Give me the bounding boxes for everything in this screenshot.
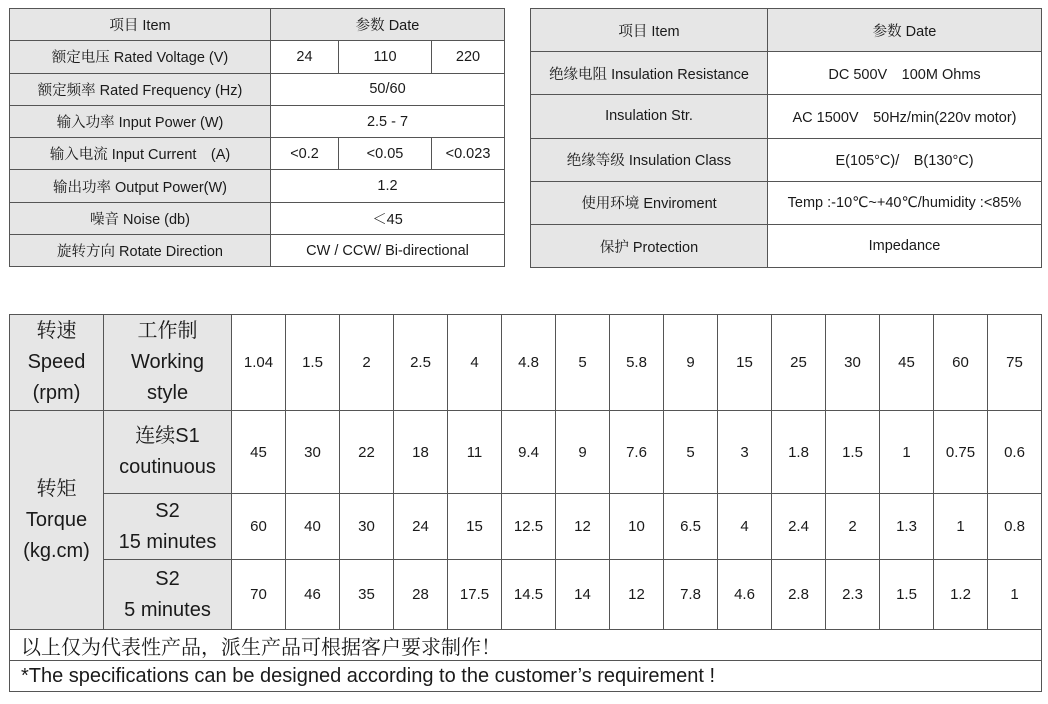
table-cell: 1: [934, 494, 988, 560]
torque-header: [10, 411, 104, 630]
table-cell: 4: [718, 494, 772, 560]
table-cell: 0.75: [934, 411, 988, 494]
style-label-en2: style: [146, 382, 189, 404]
row-label: 额定频率 Rated Frequency (Hz): [10, 73, 271, 105]
table-cell: 0.6: [988, 411, 1042, 494]
table-cell: 6.5: [664, 494, 718, 560]
duty-label: [104, 411, 232, 494]
value-header: 参数 Date: [768, 9, 1042, 52]
table-cell: 40: [286, 494, 340, 560]
table-cell: 30: [286, 411, 340, 494]
table-cell: 50/60: [271, 73, 505, 105]
table-cell: 2.5 - 7: [271, 105, 505, 137]
note-cn: 以上仅为代表性产品，派生产品可根据客户要求制作！: [10, 630, 1042, 661]
table-row: [10, 494, 1042, 560]
table-row: [10, 73, 505, 105]
table-cell: 11: [448, 411, 502, 494]
table-cell: <0.2: [271, 138, 339, 170]
table-cell: 9.4: [502, 411, 556, 494]
table-cell: 45: [880, 315, 934, 411]
table-cell: 1: [988, 560, 1042, 630]
table-cell: 4.8: [502, 315, 556, 411]
table-cell: ＜45: [271, 202, 505, 234]
table-cell: 25: [772, 315, 826, 411]
table-cell: 2: [340, 315, 394, 411]
row-label: 额定电压 Rated Voltage (V): [10, 41, 271, 73]
value-header: 参数 Date: [271, 9, 505, 41]
table-row: [531, 52, 1042, 95]
speed-label-unit: (rpm): [32, 382, 81, 404]
table-cell: 30: [826, 315, 880, 411]
table-row: [10, 661, 1042, 692]
table-row: [531, 95, 1042, 138]
table-cell: DC 500V 100M Ohms: [768, 52, 1042, 95]
table-cell: 18: [394, 411, 448, 494]
style-label-en: Working: [131, 351, 204, 373]
table-cell: 1.3: [880, 494, 934, 560]
table-cell: 5: [556, 315, 610, 411]
table-row: [531, 9, 1042, 52]
table-cell: 2: [826, 494, 880, 560]
table-cell: 12: [556, 494, 610, 560]
item-header: 项目 Item: [10, 9, 271, 41]
table-cell: 15: [448, 494, 502, 560]
table-cell: 75: [988, 315, 1042, 411]
table-cell: 24: [271, 41, 339, 73]
table-cell: 1.5: [826, 411, 880, 494]
table-row: [10, 41, 505, 73]
table-cell: 28: [394, 560, 448, 630]
torque-label-cn: 转矩: [36, 477, 77, 500]
table-row: [10, 9, 505, 41]
table-row: [10, 105, 505, 137]
table-row: [531, 224, 1042, 267]
table-cell: 24: [394, 494, 448, 560]
table-cell: 2.8: [772, 560, 826, 630]
table-cell: 46: [286, 560, 340, 630]
table-cell: 1.5: [286, 315, 340, 411]
table-cell: 2.3: [826, 560, 880, 630]
table-row: [10, 560, 1042, 630]
table-cell: E(105°C)/ B(130°C): [768, 138, 1042, 181]
table-cell: 14: [556, 560, 610, 630]
table-row: [10, 315, 1042, 411]
table-cell: 1.2: [934, 560, 988, 630]
row-label: 绝缘电阻 Insulation Resistance: [531, 52, 768, 95]
table-cell: 7.6: [610, 411, 664, 494]
duty-label-line2: 15 minutes: [118, 530, 217, 553]
duty-label: [104, 494, 232, 560]
duty-label-line2: 5 minutes: [124, 598, 211, 621]
table-cell: 1.04: [232, 315, 286, 411]
table-cell: 14.5: [502, 560, 556, 630]
table-cell: 45: [232, 411, 286, 494]
table-row: [10, 630, 1042, 661]
table-row: [10, 235, 505, 267]
table-row: [10, 170, 505, 202]
table-cell: 2.5: [394, 315, 448, 411]
speed-torque-table: [9, 314, 1042, 692]
table-row: [531, 138, 1042, 181]
speed-label-cn: 转速: [36, 320, 77, 342]
duty-label-line2: coutinuous: [119, 456, 216, 478]
table-cell: 2.4: [772, 494, 826, 560]
table-cell: CW / CCW/ Bi-directional: [271, 235, 505, 267]
row-label: 使用环境 Enviroment: [531, 181, 768, 224]
table-row: [10, 202, 505, 234]
table-cell: 4.6: [718, 560, 772, 630]
table-cell: 1.8: [772, 411, 826, 494]
table-cell: 5: [664, 411, 718, 494]
table-row: [10, 411, 1042, 494]
table-cell: 35: [340, 560, 394, 630]
table-cell: 7.8: [664, 560, 718, 630]
spec-table-right: [530, 8, 1042, 268]
spec-table-left: [9, 8, 505, 267]
table-cell: 9: [664, 315, 718, 411]
table-cell: 12: [610, 560, 664, 630]
table-cell: 1.2: [271, 170, 505, 202]
torque-label-en: Torque: [25, 508, 88, 531]
table-cell: 9: [556, 411, 610, 494]
table-cell: 30: [340, 494, 394, 560]
table-cell: 17.5: [448, 560, 502, 630]
table-cell: 70: [232, 560, 286, 630]
table-cell: 220: [432, 41, 505, 73]
table-cell: 60: [232, 494, 286, 560]
table-cell: 1.5: [880, 560, 934, 630]
style-label-cn: 工作制: [137, 320, 198, 342]
table-cell: Temp :-10℃~+40℃/humidity :<85%: [768, 181, 1042, 224]
row-label: 噪音 Noise (db): [10, 202, 271, 234]
table-cell: 10: [610, 494, 664, 560]
row-label: 保护 Protection: [531, 224, 768, 267]
duty-label-line1: S2: [155, 567, 180, 590]
table-cell: 3: [718, 411, 772, 494]
table-cell: 60: [934, 315, 988, 411]
speed-label-en: Speed: [27, 351, 86, 373]
duty-label-line1: 连续S1: [135, 425, 200, 447]
table-cell: 4: [448, 315, 502, 411]
note-en: *The specifications can be designed according to the customer’s requirement !: [10, 661, 1042, 692]
row-label: 绝缘等级 Insulation Class: [531, 138, 768, 181]
torque-label-unit: (kg.cm): [23, 539, 90, 562]
table-row: [10, 138, 505, 170]
table-row: [531, 181, 1042, 224]
speed-header: [10, 315, 104, 411]
row-label: 输出功率 Output Power(W): [10, 170, 271, 202]
table-cell: 5.8: [610, 315, 664, 411]
table-cell: Impedance: [768, 224, 1042, 267]
row-label: 旋转方向 Rotate Direction: [10, 235, 271, 267]
table-cell: 1: [880, 411, 934, 494]
row-label: 输入功率 Input Power (W): [10, 105, 271, 137]
table-cell: <0.05: [339, 138, 432, 170]
table-cell: AC 1500V 50Hz/min(220v motor): [768, 95, 1042, 138]
row-label: 输入电流 Input Current (A): [10, 138, 271, 170]
table-cell: 22: [340, 411, 394, 494]
table-cell: 12.5: [502, 494, 556, 560]
working-style-header: [104, 315, 232, 411]
table-cell: 15: [718, 315, 772, 411]
row-label: Insulation Str.: [531, 95, 768, 138]
duty-label: [104, 560, 232, 630]
table-cell: <0.023: [432, 138, 505, 170]
table-cell: 0.8: [988, 494, 1042, 560]
item-header: 项目 Item: [531, 9, 768, 52]
duty-label-line1: S2: [155, 499, 180, 522]
table-cell: 110: [339, 41, 432, 73]
